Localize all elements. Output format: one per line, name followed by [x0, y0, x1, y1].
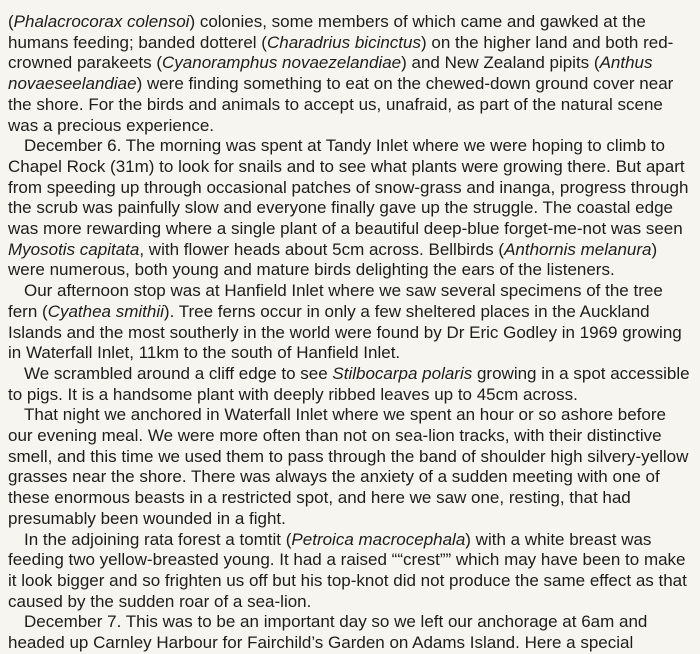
text-segment: ). Tree ferns occur in only a few sheltered places in the Auckland Islands and the most southerly in the world were found by Dr Eric Godley in 1969 growing in Waterfall Inlet, 11km to the south of Hanfield Inlet. — [8, 301, 682, 363]
text-segment: , with flower heads about 5cm across. Bellbirds ( — [139, 239, 505, 259]
paragraph-december-6 — [8, 136, 692, 281]
species-name: Anthornis melanura — [504, 239, 652, 259]
text-segment: ) colonies, some members of which came and gawked at the humans feeding; banded dotterel ( — [8, 12, 646, 52]
species-name: Anthus novaeseelandiae — [8, 53, 653, 94]
text-segment: In the adjoining rata forest a tomtit ( — [24, 529, 292, 549]
species-name: Cyanoramphus novaezelandiae — [162, 53, 402, 73]
text-segment: Our afternoon stop was at Hanfield Inlet where we saw several specimens of the tree fern ( — [8, 281, 663, 321]
text-segment: ) were numerous, both young and mature birds delighting the ears of the listeners. — [8, 239, 658, 280]
paragraph-hanfield-inlet — [8, 281, 692, 364]
species-name: Charadrius bicinctus — [266, 32, 421, 52]
text-segment: December 7. This was to be an important day so we left our anchorage at 6am and headed up Carnley Harbour for Fairchild’s Garden on Adams Island. Here a special — [8, 612, 648, 653]
text-segment: ) and New Zealand pipits ( — [401, 53, 600, 73]
paragraph-december-7 — [8, 612, 692, 653]
species-name: Stilbocarpa polaris — [332, 363, 473, 383]
species-name: Phalacrocorax colensoi — [13, 12, 190, 31]
text-segment: We scrambled around a cliff edge to see — [24, 363, 333, 383]
text-segment: ) on the higher land and both red-crowned parakeets ( — [8, 32, 674, 73]
text-segment: ) with a white breast was feeding two yellow-breasted young. It had a raised ““crest”” which may have been to make it look bigger and so frighten us off but his top-knot did not produce the same effect as that caused by the sudden roar of a sea-lion. — [8, 529, 687, 611]
text-segment: December 6. The morning was spent at Tandy Inlet where we were hoping to climb to Chapel Rock (31m) to look for snails and to see what plants were growing there. But apart from speeding up through occasional patches of snow-grass and inanga, progress through the scrub was painfully slow and everyone finally gave up the struggle. The coastal edge was more rewarding where a single plant of a beautiful deep-blue forget-me-not was seen — [8, 136, 689, 239]
text-segment: ( — [8, 12, 14, 31]
paragraph-waterfall-inlet — [8, 405, 692, 529]
paragraph-tomtit — [8, 530, 692, 613]
text-segment: That night we anchored in Waterfall Inlet where we spent an hour or so ashore before our evening meal. We were more often than not on sea-lion tracks, with their distinctive smell, and this time we used them to pass through the band of shoulder high silvery-yellow grasses near the shore. There was always the anxiety of a sudden meeting with one of these enormous beasts in a restricted spot, and here we saw one, resting, that had presumably been wounded in a fight. — [8, 405, 689, 528]
paragraph-birds-near-shore — [8, 12, 692, 136]
species-name: Myosotis capitata — [8, 239, 140, 259]
paragraph-stilbocarpa — [8, 364, 692, 405]
species-name: Cyathea smithii — [47, 301, 164, 321]
text-segment: growing in a spot accessible to pigs. It is a handsome plant with deeply ribbed leaves up to 45cm across. — [8, 363, 690, 404]
species-name: Petroica macrocephala — [291, 529, 466, 549]
text-segment: ) were finding something to eat on the chewed-down ground cover near the shore. For the birds and animals to accept us, unafraid, as part of the natural scene was a precious experience. — [8, 74, 674, 135]
